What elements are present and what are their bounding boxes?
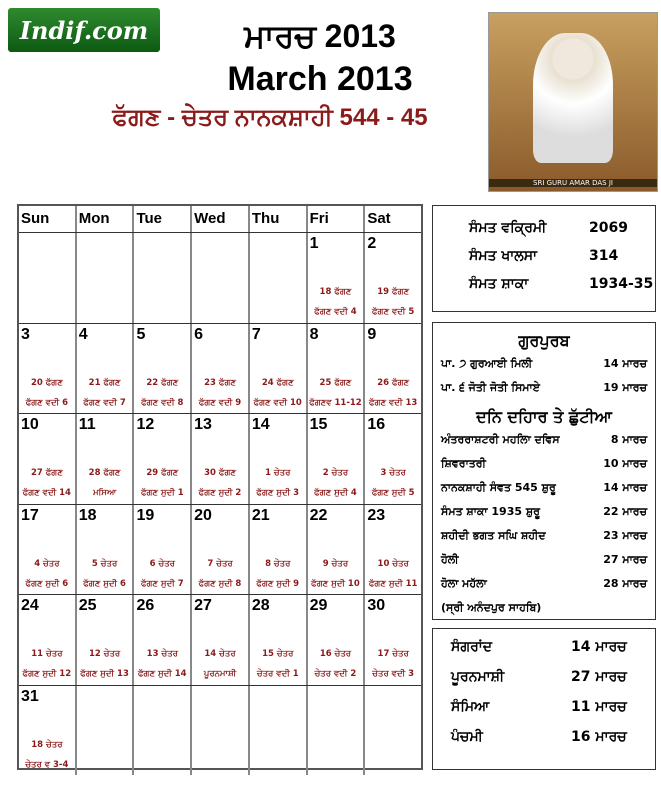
lunar-date: ਮਸਿਆ [92, 488, 117, 498]
lunar-date: ਫੱਗਣ ਵਦੀ 4 [314, 307, 357, 317]
punjabi-date: 8 ਚੇਤਰ [265, 558, 291, 569]
holiday-row-value: 27 ਮਾਰਚ [603, 553, 647, 566]
lunar-date: ਫੱਗਣ ਸੁਦੀ 4 [314, 488, 357, 498]
day-cell[interactable] [75, 595, 133, 685]
day-number: 9 [367, 325, 377, 343]
calendar-grid [17, 204, 423, 770]
punjabi-date: 11 ਚੇਤਰ [31, 649, 63, 659]
day-number: 27 [194, 597, 212, 614]
day-cell[interactable] [19, 595, 75, 685]
lunar-date: ਫੱਗਣ ਸੁਦੀ 5 [371, 488, 415, 498]
punjabi-date: 28 ਫੱਗਣ [88, 468, 121, 478]
day-cell[interactable] [363, 233, 421, 323]
lunar-date: ਫੱਗਣ ਸੁਦੀ 7 [140, 578, 184, 589]
week-row [19, 324, 421, 415]
punjabi-date: 5 ਚੇਤਰ [91, 558, 118, 569]
punjabi-date: 18 ਚੇਤਰ [31, 739, 63, 750]
gurpurab-row-value: 19 ਮਾਰਚ [603, 381, 647, 394]
date-row-label: ਸੰਮਿਆ [451, 699, 490, 715]
day-cell[interactable] [19, 324, 75, 414]
holiday-row-value: 8 ਮਾਰਚ [610, 433, 647, 446]
samvat-row-label: ਸੰਮਤ ਸ਼ਾਕਾ [469, 276, 529, 292]
samvat-row-label: ਸੰਮਤ ਖਾਲਸਾ [469, 248, 538, 264]
punjabi-date: 3 ਚੇਤਰ [380, 468, 406, 478]
samvat-row-value: 314 [589, 248, 619, 264]
holiday-row-label: ਹੋਲਾ ਮਹੱਲਾ [441, 577, 487, 590]
day-cell [248, 233, 306, 323]
weekday-sat: Sat [363, 206, 421, 232]
title-punjabi: ਮਾਰਚ 2013 [244, 18, 396, 54]
punjabi-date: 30 ਫੱਗਣ [204, 468, 236, 478]
day-cell[interactable] [190, 505, 248, 595]
lunar-date: ਫੱਗਣ ਸੁਦੀ 3 [256, 488, 300, 498]
day-cell [306, 686, 364, 776]
day-cell [363, 686, 421, 776]
week-row [19, 414, 421, 505]
punjabi-date: 26 ਫੱਗਣ [377, 377, 410, 388]
lunar-date: ਫੱਗਣ ਸੁਦੀ 12 [22, 669, 72, 679]
day-cell[interactable] [190, 414, 248, 504]
holiday-row-label: ਨਾਨਕਸ਼ਾਹੀ ਸੰਵਤ 545 ਸ਼ੁਰੂ [441, 481, 556, 494]
day-cell [75, 233, 133, 323]
holiday-row [441, 457, 647, 481]
lunar-date: ਫੱਗਣ ਵਦੀ 8 [141, 397, 184, 408]
punjabi-date: 23 ਫੱਗਣ [204, 377, 236, 388]
day-number: 30 [367, 597, 386, 614]
day-number: 5 [136, 325, 146, 343]
samvat-row [469, 276, 655, 304]
date-row [451, 699, 655, 729]
day-cell[interactable] [306, 505, 364, 595]
day-number: 19 [136, 506, 155, 524]
punjabi-date: 21 ਫੱਗਣ [88, 377, 121, 388]
day-number: 3 [21, 325, 30, 343]
gurpurab-heading: ਗੁਰਪੁਰਬ [518, 331, 570, 350]
day-number: 25 [78, 597, 97, 614]
day-number: 29 [309, 597, 328, 614]
weekday-sun: Sun [21, 210, 50, 227]
punjabi-date: 9 ਚੇਤਰ [322, 558, 349, 569]
day-cell[interactable] [19, 505, 75, 595]
lunar-date: ਫੱਗਣ ਸੁਦੀ 6 [25, 578, 69, 589]
lunar-date: ਫੱਗਣ ਸੁਦੀ 6 [83, 578, 126, 589]
day-cell[interactable] [248, 324, 306, 414]
date-row [451, 639, 655, 669]
day-cell[interactable] [363, 595, 421, 685]
lunar-date: ਫੱਗਣ ਸੁਦੀ 2 [198, 488, 242, 498]
weekday-wed: Wed [190, 206, 248, 232]
day-number: 11 [78, 416, 96, 433]
gurpurab-row [441, 381, 647, 405]
punjabi-date: 2 ਚੇਤਰ [322, 468, 349, 478]
day-number: 20 [194, 506, 212, 524]
day-number: 26 [136, 597, 155, 614]
day-number: 8 [309, 325, 319, 343]
day-number: 21 [251, 506, 270, 524]
lunar-date: ਫੱਗਣ ਸੁਦੀ 8 [198, 578, 242, 589]
punjabi-date: 4 ਚੇਤਰ [34, 558, 60, 569]
punjabi-date: 1 ਚੇਤਰ [265, 468, 291, 478]
day-cell [75, 686, 133, 776]
punjabi-date: 14 ਚੇਤਰ [204, 649, 236, 659]
day-cell [132, 233, 190, 323]
date-row-value: 16 ਮਾਰਚ [571, 729, 627, 745]
lunar-date: ਚੇਤਰ ਵਦੀ 1 [256, 669, 299, 679]
samvat-box [432, 205, 656, 312]
day-number: 28 [251, 597, 270, 614]
day-cell[interactable] [248, 505, 306, 595]
lunar-date: ਫੱਗਣ ਵਦੀ 13 [369, 397, 418, 408]
logo[interactable]: Indif.com [8, 8, 160, 52]
important-dates-box [432, 628, 656, 770]
day-cell[interactable] [248, 414, 306, 504]
date-row-value: 11 ਮਾਰਚ [571, 699, 627, 715]
day-number: 23 [367, 506, 386, 524]
lunar-date: ਫੱਗਣ ਵਦੀ 9 [198, 397, 242, 408]
day-number: 6 [194, 325, 204, 343]
lunar-date: ਫੱਗਣ ਸੁਦੀ 14 [137, 669, 187, 679]
day-number: 2 [367, 235, 377, 252]
holiday-row [441, 433, 647, 457]
day-number: 31 [21, 687, 39, 705]
day-number: 1 [309, 235, 319, 252]
date-row-value: 14 ਮਾਰਚ [571, 639, 627, 655]
lunar-date: ਚੇਤਰ ਵ 3-4 [25, 759, 69, 770]
punjabi-date: 6 ਚੇਤਰ [149, 558, 175, 569]
punjabi-date: 29 ਫੱਗਣ [146, 468, 179, 478]
day-cell[interactable] [306, 324, 364, 414]
day-cell[interactable] [75, 324, 133, 414]
holiday-row-value: 10 ਮਾਰਚ [603, 457, 647, 470]
day-cell [248, 686, 306, 776]
subtitle-nanakshahi: ਫੱਗਣ - ਚੇਤਰ ਨਾਨਕਸ਼ਾਹੀ 544 - 45 [112, 104, 428, 131]
guru-figure [533, 33, 613, 163]
holiday-row-label: ਅੰਤਰਰਾਸ਼ਟਰੀ ਮਹਲਿਾ ਦਵਿਸ [441, 433, 560, 446]
punjabi-date: 10 ਚੇਤਰ [377, 558, 409, 569]
punjabi-date: 15 ਚੇਤਰ [262, 649, 294, 659]
holiday-row-label: ਸੰਮਤ ਸ਼ਾਕਾ 1935 ਸ਼ੁਰੂ [441, 505, 540, 518]
week-row [19, 595, 421, 686]
date-row-label: ਪੰਚਮੀ [451, 729, 483, 745]
day-cell[interactable] [363, 505, 421, 595]
weekday-header [19, 206, 421, 233]
week-row [19, 686, 421, 776]
holiday-row-label: ਸ਼ਿਵਰਾਤਰੀ [441, 457, 486, 470]
day-cell[interactable] [132, 324, 190, 414]
holiday-row-label: (ਸ੍ਰੀ ਅਨੰਦਪੁਰ ਸਾਹਬਿ) [441, 601, 542, 614]
punjabi-date: 19 ਫੱਗਣ [377, 287, 410, 297]
day-cell[interactable] [248, 595, 306, 685]
day-cell[interactable] [132, 595, 190, 685]
week-row [19, 505, 421, 596]
date-row [451, 729, 655, 759]
holiday-row [441, 505, 647, 529]
lunar-date: ਫੱਗਣ ਵਦੀ 14 [22, 488, 71, 498]
day-cell[interactable] [306, 414, 364, 504]
holiday-row-value: 14 ਮਾਰਚ [603, 481, 647, 494]
punjabi-date: 17 ਚੇਤਰ [377, 649, 409, 659]
day-number: 15 [309, 416, 328, 433]
holiday-row [441, 529, 647, 553]
day-cell[interactable] [363, 414, 421, 504]
day-number: 17 [21, 506, 39, 524]
weekday-mon: Mon [75, 206, 133, 232]
holidays-heading: ਦਨਿ ਦਹਿਾਰ ਤੇ ਛੁੱਟੀਆ [476, 407, 612, 426]
lunar-date: ਫੱਗਣ ਵਦੀ 10 [253, 397, 302, 408]
holiday-row [441, 481, 647, 505]
samvat-row-value: 1934-35 [589, 276, 654, 292]
punjabi-date: 27 ਫੱਗਣ [30, 468, 63, 478]
date-row-label: ਸੰਗਰਾਂਦ [451, 639, 492, 655]
weekday-fri: Fri [306, 206, 364, 232]
gurpurab-row [441, 357, 647, 381]
lunar-date: ਫੱਗਣਵ 11-12 [309, 397, 362, 408]
lunar-date: ਫੱਗਣ ਵਦੀ 5 [372, 307, 415, 317]
holiday-row [441, 577, 647, 601]
day-number: 14 [251, 416, 270, 433]
day-cell[interactable] [190, 324, 248, 414]
day-cell[interactable] [132, 414, 190, 504]
day-cell[interactable] [306, 595, 364, 685]
day-cell[interactable] [75, 505, 133, 595]
day-number: 24 [21, 597, 39, 614]
samvat-row [469, 220, 655, 248]
holiday-row-label: ਹੋਲੀ [441, 553, 459, 566]
day-number: 4 [78, 325, 88, 343]
holiday-row-value: 28 ਮਾਰਚ [603, 577, 647, 590]
date-row-label: ਪੂਰਨਮਾਸ਼ੀ [451, 669, 505, 685]
punjabi-date: 12 ਚੇਤਰ [88, 649, 121, 659]
lunar-date: ਚੇਤਰ ਵਦੀ 3 [372, 669, 415, 679]
samvat-row-value: 2069 [589, 220, 628, 236]
lunar-date: ਫੱਗਣ ਸੁਦੀ 10 [311, 578, 360, 589]
holiday-row-label: ਸ਼ਹੀਦੀ ਭਗਤ ਸਘਿ ਸ਼ਹੀਦ [441, 529, 546, 542]
day-cell[interactable] [75, 414, 133, 504]
weekday-thu: Thu [248, 206, 306, 232]
weekday-tue: Tue [132, 206, 190, 232]
day-number: 22 [309, 506, 328, 524]
punjabi-date: 22 ਫੱਗਣ [146, 377, 179, 388]
date-row [451, 669, 655, 699]
day-number: 10 [21, 416, 39, 433]
lunar-date: ਫੱਗਣ ਸੁਦੀ 11 [368, 578, 418, 589]
punjabi-date: 24 ਫੱਗਣ [261, 377, 294, 388]
holiday-row-value: 22 ਮਾਰਚ [603, 505, 647, 518]
day-number: 16 [367, 416, 386, 433]
punjabi-date: 20 ਫੱਗਣ [30, 377, 63, 388]
gurpurab-row-value: 14 ਮਾਰਚ [603, 357, 647, 370]
gurpurab-row-label: ਪਾ. ੭ ਗੁਰਆਈ ਮਿਲੀ [441, 357, 533, 370]
lunar-date: ਚੇਤਰ ਵਦੀ 2 [314, 669, 357, 679]
gurpurab-row-label: ਪਾ. ੬ ਜੋਤੀ ਜੋਤੀ ਸਿਮਾਏ [441, 381, 540, 394]
gurpurab-box [432, 322, 656, 620]
day-cell [132, 686, 190, 776]
day-number: 12 [136, 416, 155, 433]
punjabi-date: 7 ਚੇਤਰ [207, 558, 233, 569]
day-cell [19, 233, 75, 323]
lunar-date: ਫੱਗਣ ਵਦੀ 7 [83, 397, 126, 408]
lunar-date: ਫੱਗਣ ਸੁਦੀ 1 [140, 488, 184, 498]
holiday-row [441, 553, 647, 577]
date-row-value: 27 ਮਾਰਚ [571, 669, 627, 685]
day-cell[interactable] [19, 686, 75, 776]
lunar-date: ਫੱਗਣ ਸੁਦੀ 9 [256, 578, 300, 589]
day-cell [190, 233, 248, 323]
day-number: 18 [78, 506, 97, 524]
day-cell[interactable] [132, 505, 190, 595]
guru-portrait [488, 12, 658, 192]
day-cell[interactable] [19, 414, 75, 504]
day-cell[interactable] [190, 595, 248, 685]
samvat-row-label: ਸੰਮਤ ਵਕ੍ਰਿਮੀ [469, 220, 547, 236]
samvat-row [469, 248, 655, 276]
day-number: 13 [194, 416, 212, 433]
holiday-row [441, 601, 647, 625]
week-row [19, 233, 421, 324]
day-cell[interactable] [363, 324, 421, 414]
day-cell [190, 686, 248, 776]
title-english: March 2013 [227, 60, 413, 98]
lunar-date: ਫੱਗਣ ਵਦੀ 6 [25, 397, 69, 408]
punjabi-date: 18 ਫੱਗਣ [319, 287, 352, 297]
holiday-row-value: 23 ਮਾਰਚ [603, 529, 647, 542]
day-number: 7 [251, 325, 261, 343]
punjabi-date: 16 ਚੇਤਰ [319, 649, 352, 659]
punjabi-date: 13 ਚੇਤਰ [146, 649, 178, 659]
portrait-caption: SRI GURU AMAR DAS JI [489, 179, 657, 187]
lunar-date: ਫੱਗਣ ਸੁਦੀ 13 [80, 669, 129, 679]
day-cell[interactable] [306, 233, 364, 323]
lunar-date: ਪੂਰਨਮਾਸ਼ੀ [203, 669, 237, 679]
punjabi-date: 25 ਫੱਗਣ [319, 377, 352, 388]
